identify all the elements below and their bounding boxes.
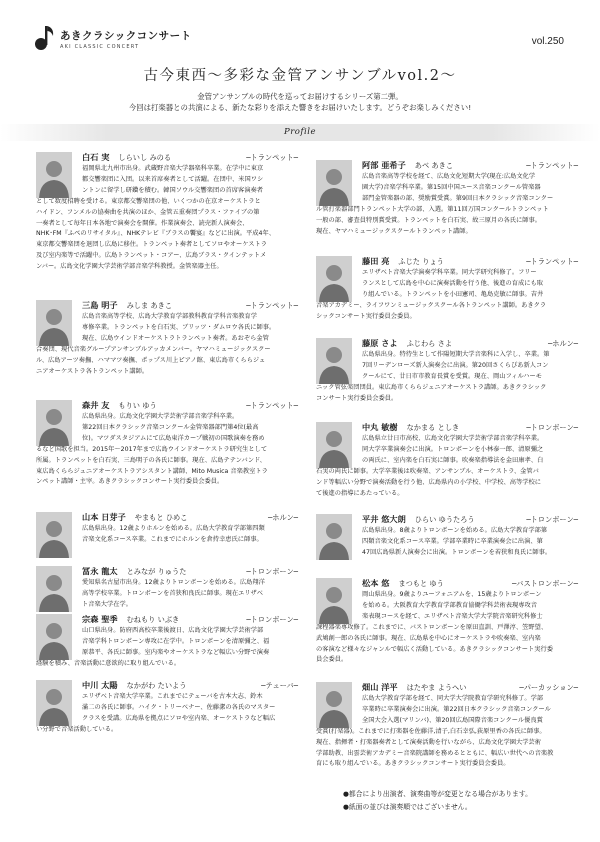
bio-line: 広島音楽高等学校、広島大学教育学部教科教育学科音楽教育学 xyxy=(82,313,257,320)
bio-line: 武鳩創一郎の各氏に師事。現在、広島県を中心にオーケストラや吹奏楽、室内楽 xyxy=(316,634,541,642)
performer-photo xyxy=(316,160,352,206)
bio-line: ンペット講師・主宰。あきクラシックコンサート実行委員会委員。 xyxy=(36,478,224,486)
profile-header xyxy=(362,578,578,590)
bio-line: ランスとして広島を中心に演奏活動を行う他、後進の育成にも取 xyxy=(362,279,544,287)
bio-line: の両氏に、室内楽を白石実に師事。吹奏楽指導法を金田康孝、白 xyxy=(362,456,544,464)
portrait-silhouette-icon xyxy=(316,514,352,560)
profile-header xyxy=(362,160,578,172)
profile-header xyxy=(362,514,578,526)
performer-bio xyxy=(36,312,298,377)
profile-entry xyxy=(316,514,578,559)
bio-line: 都交響楽団に入団。以来首席奏者として活躍。在団中、米国ワシ xyxy=(82,175,264,183)
portrait-silhouette-icon xyxy=(36,614,72,660)
bio-line: 所属。トランペットを白石実、三島明子の各氏に師事。現在、広島テテンバンド、 xyxy=(36,456,266,464)
performer-instrument: ─トロンボーン─ xyxy=(246,567,298,576)
bio-line: 東京都交響楽団を退団し広島に移住。トランペット奏者としてソロやオーケストラ xyxy=(36,241,267,249)
bio-line: 広島県立廿日市高校、広島文化学園大学芸術学部音楽学科卒業。 xyxy=(362,435,544,442)
bio-line: 岡山県出身。9歳よりユーフォニアムを、15歳よりトロンボーン xyxy=(362,591,542,598)
bio-line: 7回リーデンローズ新人演奏会に出演。第20回さくらぴあ新人コン xyxy=(362,361,549,369)
performer-bio xyxy=(316,694,578,770)
logo-name: あきクラシックコンサート xyxy=(60,30,192,42)
bio-line: 部門金管楽器の部、奨励賞受賞。第9回日本クラシック音楽コンクー xyxy=(362,194,554,202)
performer-bio xyxy=(36,692,298,736)
performer-name: 三島 明子 xyxy=(82,300,118,310)
performer-photo xyxy=(36,300,72,346)
performer-photo xyxy=(316,338,352,384)
performer-reading: しらいし みのる xyxy=(118,153,172,162)
bio-line: ンド等幅広い分野で演奏活動を行う他、広島県内の小学校、中学校、高等学校に xyxy=(316,478,541,486)
performer-instrument: ─テューバ─ xyxy=(261,681,298,690)
bio-line: 広島県出身。広島文化学園大学芸術学部音楽学科卒業。 xyxy=(82,413,239,420)
intro-line-2: 今回は打楽器との共演による、新たな彩りを添えた響きをお届けいたします。どうぞお楽しみください! xyxy=(128,103,472,112)
performer-reading: まつもと ゆう xyxy=(398,579,444,588)
bio-line: エリザベト音楽大学演奏学科卒業。同大学研究科修了。フリー xyxy=(362,269,537,276)
bio-line: を始める。大阪教育大学教育学部教育協働学科芸術表現専攻音 xyxy=(362,601,537,609)
performer-photo xyxy=(36,400,72,446)
profile-header xyxy=(82,152,298,164)
profile-header xyxy=(362,256,578,268)
performer-photo xyxy=(36,680,72,726)
bio-line: 広島県出身。12歳よりホルンを始める。広島大学教育学部第四類 xyxy=(82,525,265,532)
bio-line: 合奏団、現代音楽グループアンサンブルアッカメンバー。ヤマハミュージックスクー xyxy=(36,345,271,353)
bio-line: 広島県出身。特待生として作陽短期大学音楽科に入学し、卒業。第 xyxy=(362,351,550,358)
performer-reading: なかまる としき xyxy=(406,423,460,432)
performer-name: 阿部 亜希子 xyxy=(362,160,406,170)
bio-line: クラスを受講。広島県を拠点にソロや室内楽、オーケストラなど幅広 xyxy=(82,714,276,722)
bio-line: 位)。マツダスタジアムにて広島東洋カープ戦初の国歌演奏を務め xyxy=(82,434,265,442)
profile-entry xyxy=(316,578,578,666)
performer-photo xyxy=(36,512,72,558)
concert-title: 古今東西〜多彩な金管アンサンブルvol.2〜 xyxy=(143,68,457,84)
bio-line: 愛知県名古屋市出身。12歳よりトロンボーンを始める。広島翔洋 xyxy=(82,579,265,586)
performer-name: 藤田 亮 xyxy=(362,256,390,266)
bio-line: 卒業時に卒業演奏会に出演。第22回日本クラシック音楽コンクール xyxy=(362,705,551,713)
bio-line: エリザベト音楽大学卒業。これまでにテューバを古本大志、鈴木 xyxy=(82,693,263,700)
performer-bio xyxy=(316,590,578,666)
performer-instrument: ─トランペット─ xyxy=(526,257,578,266)
bio-line: 広島音楽高等学校を経て、広島文化短期大学(現在:広島文化学 xyxy=(362,173,536,180)
performer-photo xyxy=(36,152,72,198)
performer-photo xyxy=(36,614,72,660)
bio-line: ハイドン、フンメルの協奏曲を共演のほか、金管五重奏団プラス・ファイブの第 xyxy=(36,208,260,216)
performer-reading: もりい ゆう xyxy=(118,401,157,410)
profile-entry xyxy=(36,512,298,546)
bio-line: 山口県出身。防府西高校卒業後渡日、広島文化学園大学芸術学部 xyxy=(82,627,264,634)
profile-entry xyxy=(36,300,298,377)
portrait-silhouette-icon xyxy=(36,400,72,446)
note-logo-icon xyxy=(34,22,56,54)
performer-bio xyxy=(36,626,298,670)
profile-entry xyxy=(36,566,298,611)
bio-line: り組んでいる。トランペットを小田憲司、亀島克敏に師事。吉井 xyxy=(362,290,544,298)
bio-line: コンサート実行委員会委員。 xyxy=(316,394,398,402)
performer-photo xyxy=(316,682,352,728)
performer-reading: ふじわら さよ xyxy=(406,339,453,348)
performer-reading: やまもと ひめこ xyxy=(134,513,188,522)
bio-line: ル、広島アーツ奏撫、ハママツ奏撫、ポップス川上ピアノ館、東広島市くららジュ xyxy=(36,356,266,364)
performer-instrument: ─トランペット─ xyxy=(246,301,298,310)
bio-line: 学部助教、出雲芸術アカデミー音楽院講師を務めるとともに、幅広い世代への音楽教 xyxy=(316,749,554,757)
bio-line: 石実の両氏に師事。大学卒業後は吹奏楽、アンサンブル、オーケストラ、金管バ xyxy=(316,467,539,475)
performer-reading: とみなが りゅうた xyxy=(126,567,187,576)
bio-line: 広島県出身。8歳よりトロンボーンを始める。広島大学教育学部第 xyxy=(362,527,548,534)
profile-entry xyxy=(36,680,298,736)
portrait-silhouette-icon xyxy=(316,682,352,728)
bio-line: の客演など様々なジャンルで幅広く活動している。あきクラシックコンサート実行委 xyxy=(316,645,553,653)
bio-line: 滿二の各氏に師事。ハイク・トリーベナー、佐藤潔の各氏のマスター xyxy=(82,703,276,711)
performer-name: 松本 悠 xyxy=(362,578,390,588)
profile-heading: Profile xyxy=(283,127,316,137)
bio-line: 同大学卒業演奏会に出演。トロンボーンを小林泰一郎、清原彌之 xyxy=(362,445,544,453)
profile-entry xyxy=(316,682,578,770)
portrait-silhouette-icon xyxy=(316,422,352,468)
profile-entry xyxy=(316,338,578,405)
performer-bio xyxy=(316,172,578,237)
bio-line: 広島大学教育学部を経て、同大学大学院教育学研究科修了。学部 xyxy=(362,695,544,702)
performer-name: 山本 日芽子 xyxy=(82,512,126,522)
bio-line: 47回広島県新人演奏会に出演。トロンボーンを若狭和良氏に師事。 xyxy=(362,548,552,556)
performer-name: 平井 悠大朗 xyxy=(362,514,406,524)
performer-bio xyxy=(36,164,298,273)
profile-section-band xyxy=(0,124,600,141)
performer-reading: みしま あきこ xyxy=(126,301,173,310)
bio-line: シックコンサート実行委員会委員。 xyxy=(316,312,416,320)
bio-line: 第22回日本クラシック音楽コンクール金管楽器部門第4位(最高 xyxy=(82,423,259,431)
bio-line: 現在、指揮者・打楽器奏者として演奏活動を行いながら、広島文化学園大学芸術 xyxy=(316,738,541,746)
performer-reading: むねもり いぶき xyxy=(126,615,180,624)
intro-line-1: 金管アンサンブルの時代を巡ってお届けするシリーズ第二弾。 xyxy=(197,92,403,101)
performer-bio xyxy=(316,350,578,405)
performer-name: 冨永 龍太 xyxy=(82,566,118,576)
bio-line: クールにて、廿日市市教育長賞を受賞。現在、岡山フィルハーモ xyxy=(362,372,543,380)
bio-line: 員会委員。 xyxy=(316,656,348,664)
bio-line: 課程器楽専攻修了。これまでに、バストロンボーンを原田直訓、戸澤淳、笠野望、 xyxy=(316,623,548,631)
profile-header xyxy=(82,614,298,626)
performer-photo xyxy=(316,256,352,302)
bio-line: 福岡県北九州市出身。武蔵野音楽大学器楽科卒業。在学中に東京 xyxy=(82,165,264,172)
performer-photo xyxy=(316,422,352,468)
profile-entry xyxy=(316,422,578,499)
bio-line: として数度招聘を受ける。東京都交響楽団の他、いくつかの在京オーケストラと xyxy=(36,197,261,205)
performer-instrument: ─トランペット─ xyxy=(246,401,298,410)
bio-line: ントンに留学し研鑽を積む。韓国ソウル交響楽団の首席客演奏者 xyxy=(82,186,264,194)
performer-bio xyxy=(36,524,298,546)
portrait-silhouette-icon xyxy=(36,512,72,558)
bio-line: ニアオーケストラ各トランペット講師。 xyxy=(36,367,149,375)
logo-subtitle: AKI CLASSIC CONCERT xyxy=(60,44,140,50)
performer-name: 畑山 洋平 xyxy=(362,682,398,692)
logo xyxy=(34,22,192,56)
performer-instrument: ─トロンボーン─ xyxy=(526,515,578,524)
portrait-silhouette-icon xyxy=(36,566,72,612)
profile-header xyxy=(362,682,578,694)
bio-line: 四類音楽文化系コース卒業。学部卒業時に卒業演奏会に出演、第 xyxy=(362,537,543,545)
performer-photo xyxy=(316,514,352,560)
profile-entry xyxy=(36,400,298,488)
bio-line: 現在、ヤマハミュージックスクールトランペット講師。 xyxy=(316,227,472,235)
note-line: ●紙面の並びは演奏順ではございません。 xyxy=(343,803,472,811)
portrait-silhouette-icon xyxy=(36,300,72,346)
bio-line: 園大学)音楽学科卒業。第15回中国ユース音楽コンクール管楽器 xyxy=(362,183,541,191)
performer-instrument: ─バストロンボーン─ xyxy=(511,579,578,588)
profile-entry xyxy=(316,160,578,237)
notes xyxy=(343,788,532,814)
portrait-silhouette-icon xyxy=(316,160,352,206)
performer-bio xyxy=(36,412,298,488)
performer-instrument: ─トランペット─ xyxy=(526,161,578,170)
portrait-silhouette-icon xyxy=(36,680,72,726)
bio-line: 経験を積み、音楽活動に意欲的に取り組んでいる。 xyxy=(36,659,181,667)
profile-entry xyxy=(36,152,298,273)
bio-line: 原恭平、各氏に師事。室内楽やオーケストラなど幅広い分野で演奏 xyxy=(82,648,270,656)
performer-bio xyxy=(316,268,578,323)
note-line: ●都合により出演者、演奏曲等が変更となる場合があります。 xyxy=(343,790,532,798)
performer-name: 中川 太陽 xyxy=(82,680,118,690)
performer-instrument: ─トランペット─ xyxy=(246,153,298,162)
volume-number: vol.250 xyxy=(531,36,564,47)
performer-instrument: ─ホルン─ xyxy=(267,513,298,522)
bio-line: 専修卒業。トランペットを白石実、ブリッツ・ダムロウ各氏に師事。 xyxy=(82,323,276,331)
performer-name: 宗森 聖季 xyxy=(82,614,118,624)
performer-name: 藤原 さよ xyxy=(362,338,398,348)
profile-header xyxy=(82,680,298,692)
bio-line: 及び室内楽等で活躍中。広島トランペット・コアー、広島ブラス・クインテットメ xyxy=(36,252,267,260)
performer-bio xyxy=(36,578,298,611)
bio-line: ニック管弦楽団団員。東広島市くららジュニアオーケストラ講師。あきクラシック xyxy=(316,383,547,391)
bio-line: ンバー。広島文化学園大学芸術学部音楽学科教授。金管楽器主任。 xyxy=(36,263,223,271)
performer-reading: はたやま ようへい xyxy=(406,683,467,692)
performer-photo xyxy=(316,578,352,624)
performer-reading: あべ あきこ xyxy=(414,161,454,170)
performer-instrument: ─トロンボーン─ xyxy=(246,615,298,624)
performer-instrument: ─ホルン─ xyxy=(547,339,578,348)
performer-instrument: ─トロンボーン─ xyxy=(526,423,578,432)
profile-entry xyxy=(316,256,578,323)
bio-line: 一般の部、審査員特別賞受賞。トランペットを白石実、故三原月の各氏に師事。 xyxy=(316,216,541,224)
performer-reading: ふじた りょう xyxy=(398,257,444,266)
bio-line: NHK･FM『ふべのリサイタル』、NHKテレビ『ブラスの饗宴』などに出演。平成4年、 xyxy=(36,230,276,238)
performer-bio xyxy=(316,434,578,499)
profile-header xyxy=(82,300,298,312)
portrait-silhouette-icon xyxy=(316,338,352,384)
bio-line: 音楽学科トロンボーン専攻に在学中。トロンボーンを清原彌之、福 xyxy=(82,637,270,645)
bio-line: 全国大会入選(マリンバ)、第20回広島国際音楽コンクール優良賞 xyxy=(362,716,543,724)
performer-photo xyxy=(36,566,72,612)
bio-line: い分野で音楽活動している。 xyxy=(36,725,118,733)
profile-header xyxy=(362,338,578,350)
bio-line: 育にも取り組んでいる。あきクラシックコンサート実行委員会委員。 xyxy=(316,760,510,768)
performer-name: 森井 友 xyxy=(82,400,110,410)
bio-line: ト音楽大学在学。 xyxy=(82,600,132,608)
bio-line: るなど国歌を担当。2015年〜2017年まで広島ウインドオーケストラ研究生として xyxy=(36,445,268,453)
performer-name: 中丸 敏樹 xyxy=(362,422,398,432)
bio-line: 一奏者として毎年日本各地で演奏会を開催。作業演奏会、読売新人演奏会、 xyxy=(36,219,249,227)
bio-line: 高等学校卒業。トロンボーンを首狭和良氏に師事。現在エリザベ xyxy=(82,589,263,597)
bio-line: 音楽文化系コース卒業。これまでにホルンを倉持幸恵氏に師事。 xyxy=(82,535,263,543)
bio-line: ル管打楽器部門トランペット大学の部、入選。第11回万国コンクールトランペット xyxy=(316,205,549,213)
bio-line: 受賞(打楽器)。これまでに打楽器を佐藤洋,清子,白石幸弘,荻原里香の各氏に師事。 xyxy=(316,727,546,735)
bio-line: 楽表現コースを経て、エリザベト音楽大学大学院音楽研究科修士 xyxy=(362,612,543,620)
portrait-silhouette-icon xyxy=(316,256,352,302)
portrait-silhouette-icon xyxy=(36,152,72,198)
bio-line: 東広島くららジュニアオーケストラアシスタント講師、Mito Musica 音楽教室トラ xyxy=(36,467,268,475)
bio-line: 音楽アカデミー、ライフワンミュージックスクール各トランペット講師。あきクラ xyxy=(316,301,547,309)
performer-reading: なかがわ たいよう xyxy=(126,681,187,690)
bio-line: 現在、広島ウインドオーケストラトランペット奏者。あおぞら金管 xyxy=(82,334,269,342)
profile-header xyxy=(362,422,578,434)
performer-reading: ひらい ゆうたろう xyxy=(414,515,475,524)
profile-entry xyxy=(36,614,298,670)
performer-instrument: ─パーカッション─ xyxy=(519,683,578,692)
profile-header xyxy=(82,512,298,524)
bio-line: て後進の指導にあたっている。 xyxy=(316,489,404,497)
portrait-silhouette-icon xyxy=(316,578,352,624)
profile-header xyxy=(82,566,298,578)
performer-bio xyxy=(316,526,578,559)
performer-name: 白石 実 xyxy=(82,152,110,162)
profile-header xyxy=(82,400,298,412)
